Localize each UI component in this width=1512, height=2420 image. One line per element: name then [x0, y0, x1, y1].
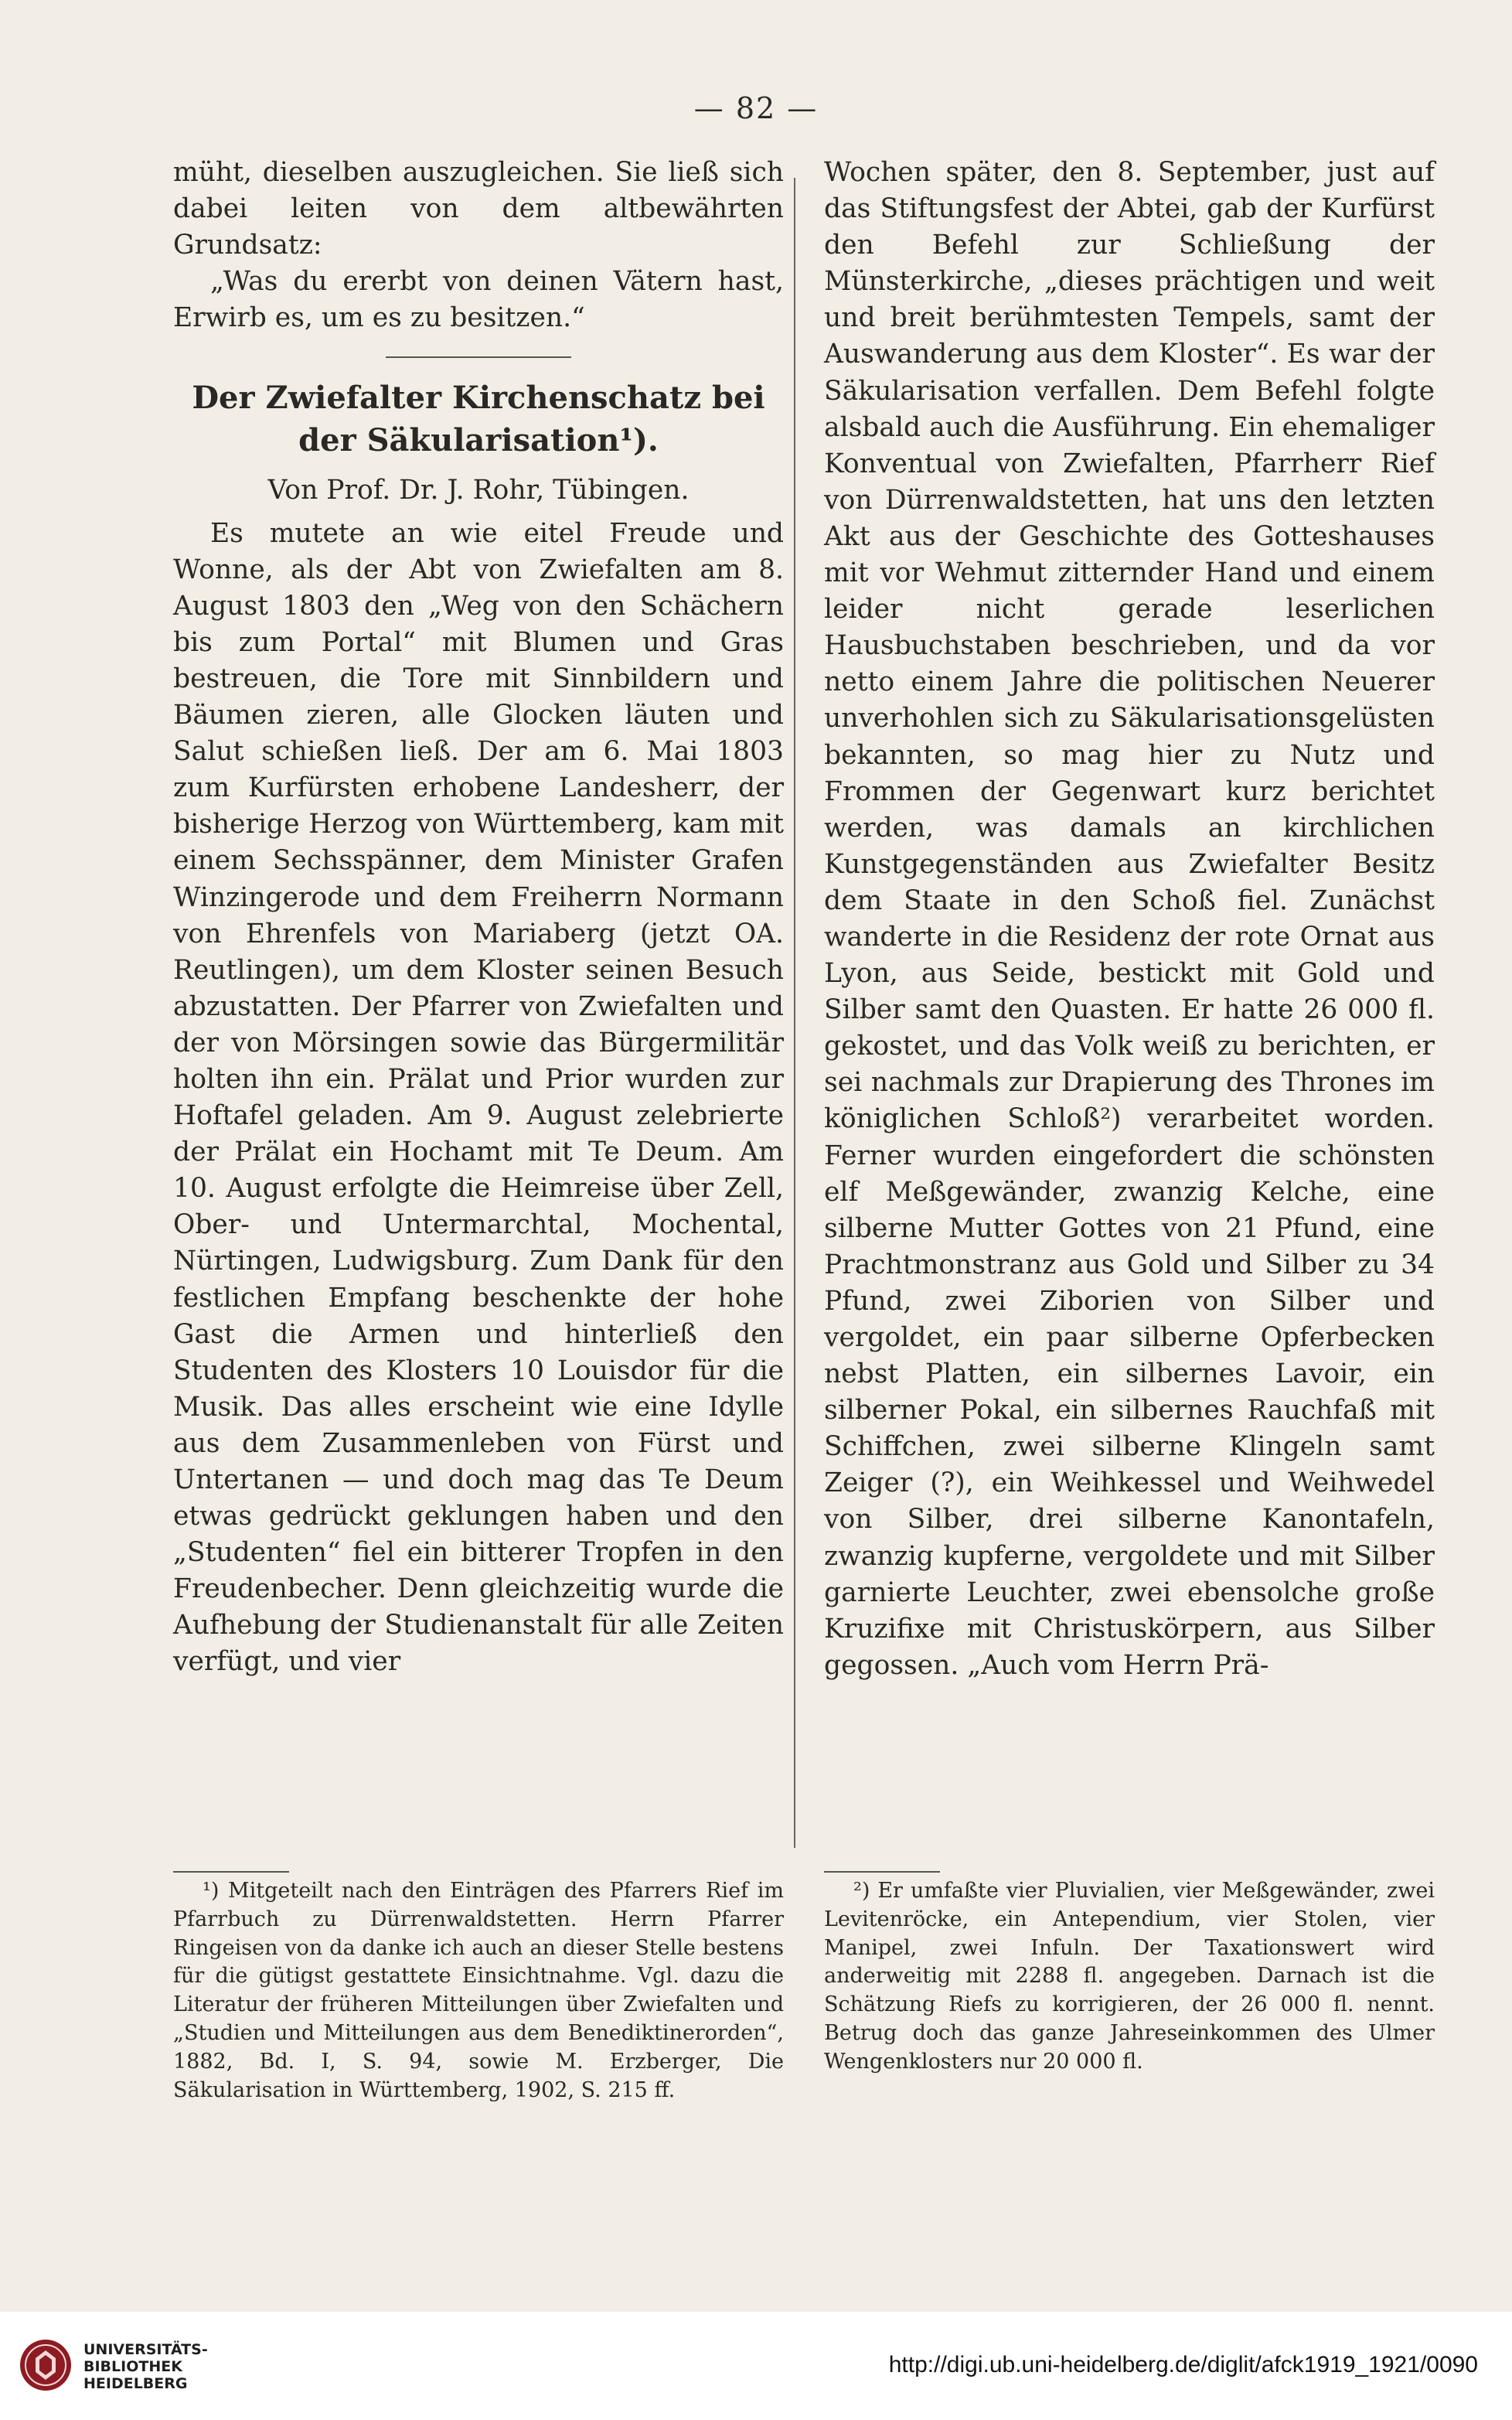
library-name-line-3: HEIDELBERG — [83, 2375, 188, 2392]
page-number: — 82 — — [693, 91, 819, 125]
library-name — [83, 2341, 208, 2392]
library-name-line-1: UNIVERSITÄTS- — [83, 2341, 208, 2358]
footnote-rule-right — [824, 1871, 940, 1873]
left-column — [173, 155, 784, 1681]
right-column — [824, 155, 1435, 1684]
column-divider — [794, 178, 795, 1848]
article-body-right: Wochen später, den 8. September, just auf das Stiftungsfest der Abtei, gab der Kurfürst den Befehl zur Schließung der Münsterkirche, „dieses prächtigen und weit und breit berühmtesten Tempels, samt der Auswanderung aus dem Kloster“. Es war der Säkularisation verfallen. Dem Befehl folgte alsbald auch die Ausführung. Ein ehemaliger Konventual von Zwiefalten, Pfarrherr Rief von Dürrenwaldstetten, hat uns den letzten Akt aus der Geschichte des Gotteshauses mit vor Wehmut zitternder Hand und einem leider nicht gerade leserlichen Hausbuchstaben beschrieben, und da vor netto einem Jahre die politischen Neuerer unverhohlen sich zu Säkularisationsgelüsten bekannten, so mag hier zu Nutz und Frommen der Gegenwart kurz berichtet werden, was damals an kirchlichen Kunstgegenständen aus Zwiefalter Besitz dem Staate in den Schoß fiel. Zunächst wanderte in die Residenz der rote Ornat aus Lyon, aus Seide, bestickt mit Gold und Silber samt den Quasten. Er hatte 26 000 fl. gekostet, und das Volk weiß zu berichten, er sei nachmals zur Drapierung des Thrones im königlichen Schloß²) verarbeitet worden. Ferner wurden eingefordert die schönsten elf Meßgewänder, zwanzig Kelche, eine silberne Mutter Gottes von 21 Pfund, eine Prachtmonstranz aus Gold und Silber zu 34 Pfund, zwei Ziborien von Silber und vergoldet, ein paar silberne Opferbecken nebst Platten, ein silbernes Lavoir, ein silberner Pokal, ein silbernes Rauchfaß mit Schiffchen, zwei silberne Klingeln samt Zeiger (?), ein Weihkessel und Weihwedel von Silber, drei silberne Kanontafeln, zwanzig kupferne, vergoldete und mit Silber garnierte Leuchter, zwei ebensolche große Kruzifixe mit Christuskörpern, aus Silber gegossen. „Auch vom Herrn Prä- — [824, 157, 1435, 1681]
source-url-link[interactable]: http://digi.ub.uni-heidelberg.de/diglit/afck1919_1921/0090 — [888, 2352, 1478, 2377]
verse-quote: „Was du ererbt von deinen Vätern hast, Erwirb es, um es zu besitzen.“ — [173, 266, 784, 334]
article-heading: Der Zwiefalter Kirchenschatz bei der Säkularisation¹). — [192, 380, 765, 459]
footnote-rule-left — [173, 1871, 289, 1873]
footnote-1 — [173, 1877, 784, 2105]
article-byline: Von Prof. Dr. J. Rohr, Tübingen. — [267, 475, 690, 506]
intro-paragraph: müht, dieselben auszugleichen. Sie ließ sich dabei leiten von dem altbewährten Grundsatz: — [173, 157, 784, 261]
article-body-left: Es mutete an wie eitel Freude und Wonne, als der Abt von Zwiefalten am 8. August 1803 den „Weg von den Schächern bis zum Portal“ mit Blumen und Gras bestreuen, die Tore mit Sinnbildern und Bäumen zieren, alle Glocken läuten und Salut schießen ließ. Der am 6. Mai 1803 zum Kurfürsten erhobene Landesherr, der bisherige Herzog von Württemberg, kam mit einem Sechsspänner, dem Minister Grafen Winzingerode und dem Freiherrn Normann von Ehrenfels von Mariaberg (jetzt OA. Reutlingen), um dem Kloster seinen Besuch abzustatten. Der Pfarrer von Zwiefalten und der von Mörsingen sowie das Bürgermilitär holten ihn ein. Prälat und Prior wurden zur Hoftafel geladen. Am 9. August zelebrierte der Prälat ein Hochamt mit Te Deum. Am 10. August erfolgte die Heimreise über Zell, Ober- und Untermarchtal, Mochental, Nürtingen, Ludwigsburg. Zum Dank für den festlichen Empfang beschenkte der hohe Gast die Armen und hinterließ den Studenten des Klosters 10 Louisdor für die Musik. Das alles erscheint wie eine Idylle aus dem Zusammenleben von Fürst und Untertanen — und doch mag das Te Deum etwas gedrückt geklungen haben und den „Studenten“ fiel ein bitterer Tropfen in den Freudenbecher. Denn gleichzeitig wurde die Aufhebung der Studienanstalt für alle Zeiten verfügt, und vier — [173, 517, 784, 1678]
footnote-2-text: ²) Er umfaßte vier Pluvialien, vier Meßgewänder, zwei Levitenröcke, ein Antependium, vier Stolen, vier Manipel, zwei Infuln. Der Taxationswert wird anderweitig mit 2288 fl. angegeben. Darnach ist die Schätzung Riefs zu korrigieren, der 26 000 fl. nennt. Betrug doch das ganze Jahreseinkommen des Ulmer Wengenklosters nur 20 000 fl. — [824, 1879, 1435, 2074]
university-seal-icon — [19, 2338, 73, 2392]
section-divider — [386, 356, 571, 358]
footnote-2 — [824, 1877, 1435, 2077]
footnote-1-text: ¹) Mitgeteilt nach den Einträgen des Pfarrers Rief im Pfarrbuch zu Dürrenwaldstetten. Herrn Pfarrer Ringeisen von da danke ich auch an dieser Stelle bestens für die gütigst gestattete Einsichtnahme. Vgl. dazu die Literatur der früheren Mitteilungen über Zwiefalten und „Studien und Mitteilungen aus dem Benediktinerorden“, 1882, Bd. I, S. 94, sowie M. Erzberger, Die Säkularisation in Württemberg, 1902, S. 215 ff. — [173, 1879, 784, 2102]
library-name-line-2: BIBLIOTHEK — [83, 2358, 182, 2375]
